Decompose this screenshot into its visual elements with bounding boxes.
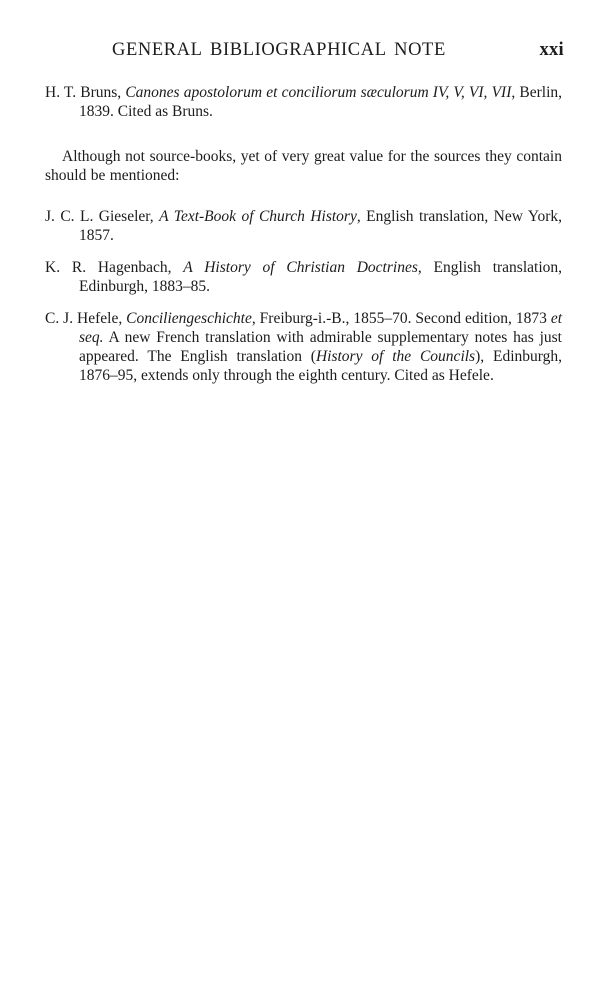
entry-details: , English translation, New York, 1857. (79, 208, 562, 244)
entry-english-title: History of the Councils (315, 348, 476, 365)
page-number: xxi (539, 40, 564, 60)
entry-et-seq: et seq. (79, 310, 562, 346)
bibliography-entry-bruns (45, 83, 562, 121)
entry-title: A History of Christian Doctrines (183, 259, 418, 276)
entry-author: H. T. Bruns, (45, 84, 126, 101)
entry-details: A new French translation with admirable supplementary notes has just appeared. The English translation ( (79, 329, 562, 365)
running-head (112, 40, 564, 66)
bibliography-entry-hagenbach (45, 258, 562, 296)
entry-title: Canones apostolorum et conciliorum sæculorum IV, V, VI, VII (125, 84, 512, 101)
entry-author: J. C. L. Gieseler, (45, 208, 160, 225)
bibliography-entry-hefele (45, 309, 562, 385)
entry-details: , Freiburg-i.-B., 1855–70. Second edition, 1873 (251, 310, 551, 327)
entry-details: , English translation, Edinburgh, 1883–85. (79, 259, 562, 295)
intro-paragraph: Although not source-books, yet of very great value for the sources they contain should be mentioned: (45, 148, 562, 184)
entry-author: C. J. Hefele, (45, 310, 127, 327)
page-body (45, 80, 562, 385)
entry-title: Conciliengeschichte (126, 310, 252, 327)
entry-author: K. R. Hagenbach, (45, 259, 184, 276)
bibliography-entry-gieseler (45, 207, 562, 245)
running-head-title: GENERAL BIBLIOGRAPHICAL NOTE (112, 40, 446, 60)
entry-details: ), Edinburgh, 1876–95, extends only through the eighth century. Cited as Hefele. (79, 348, 563, 384)
entry-title: A Text-Book of Church History (159, 208, 357, 225)
entry-details: , Berlin, 1839. Cited as Bruns. (79, 84, 563, 120)
